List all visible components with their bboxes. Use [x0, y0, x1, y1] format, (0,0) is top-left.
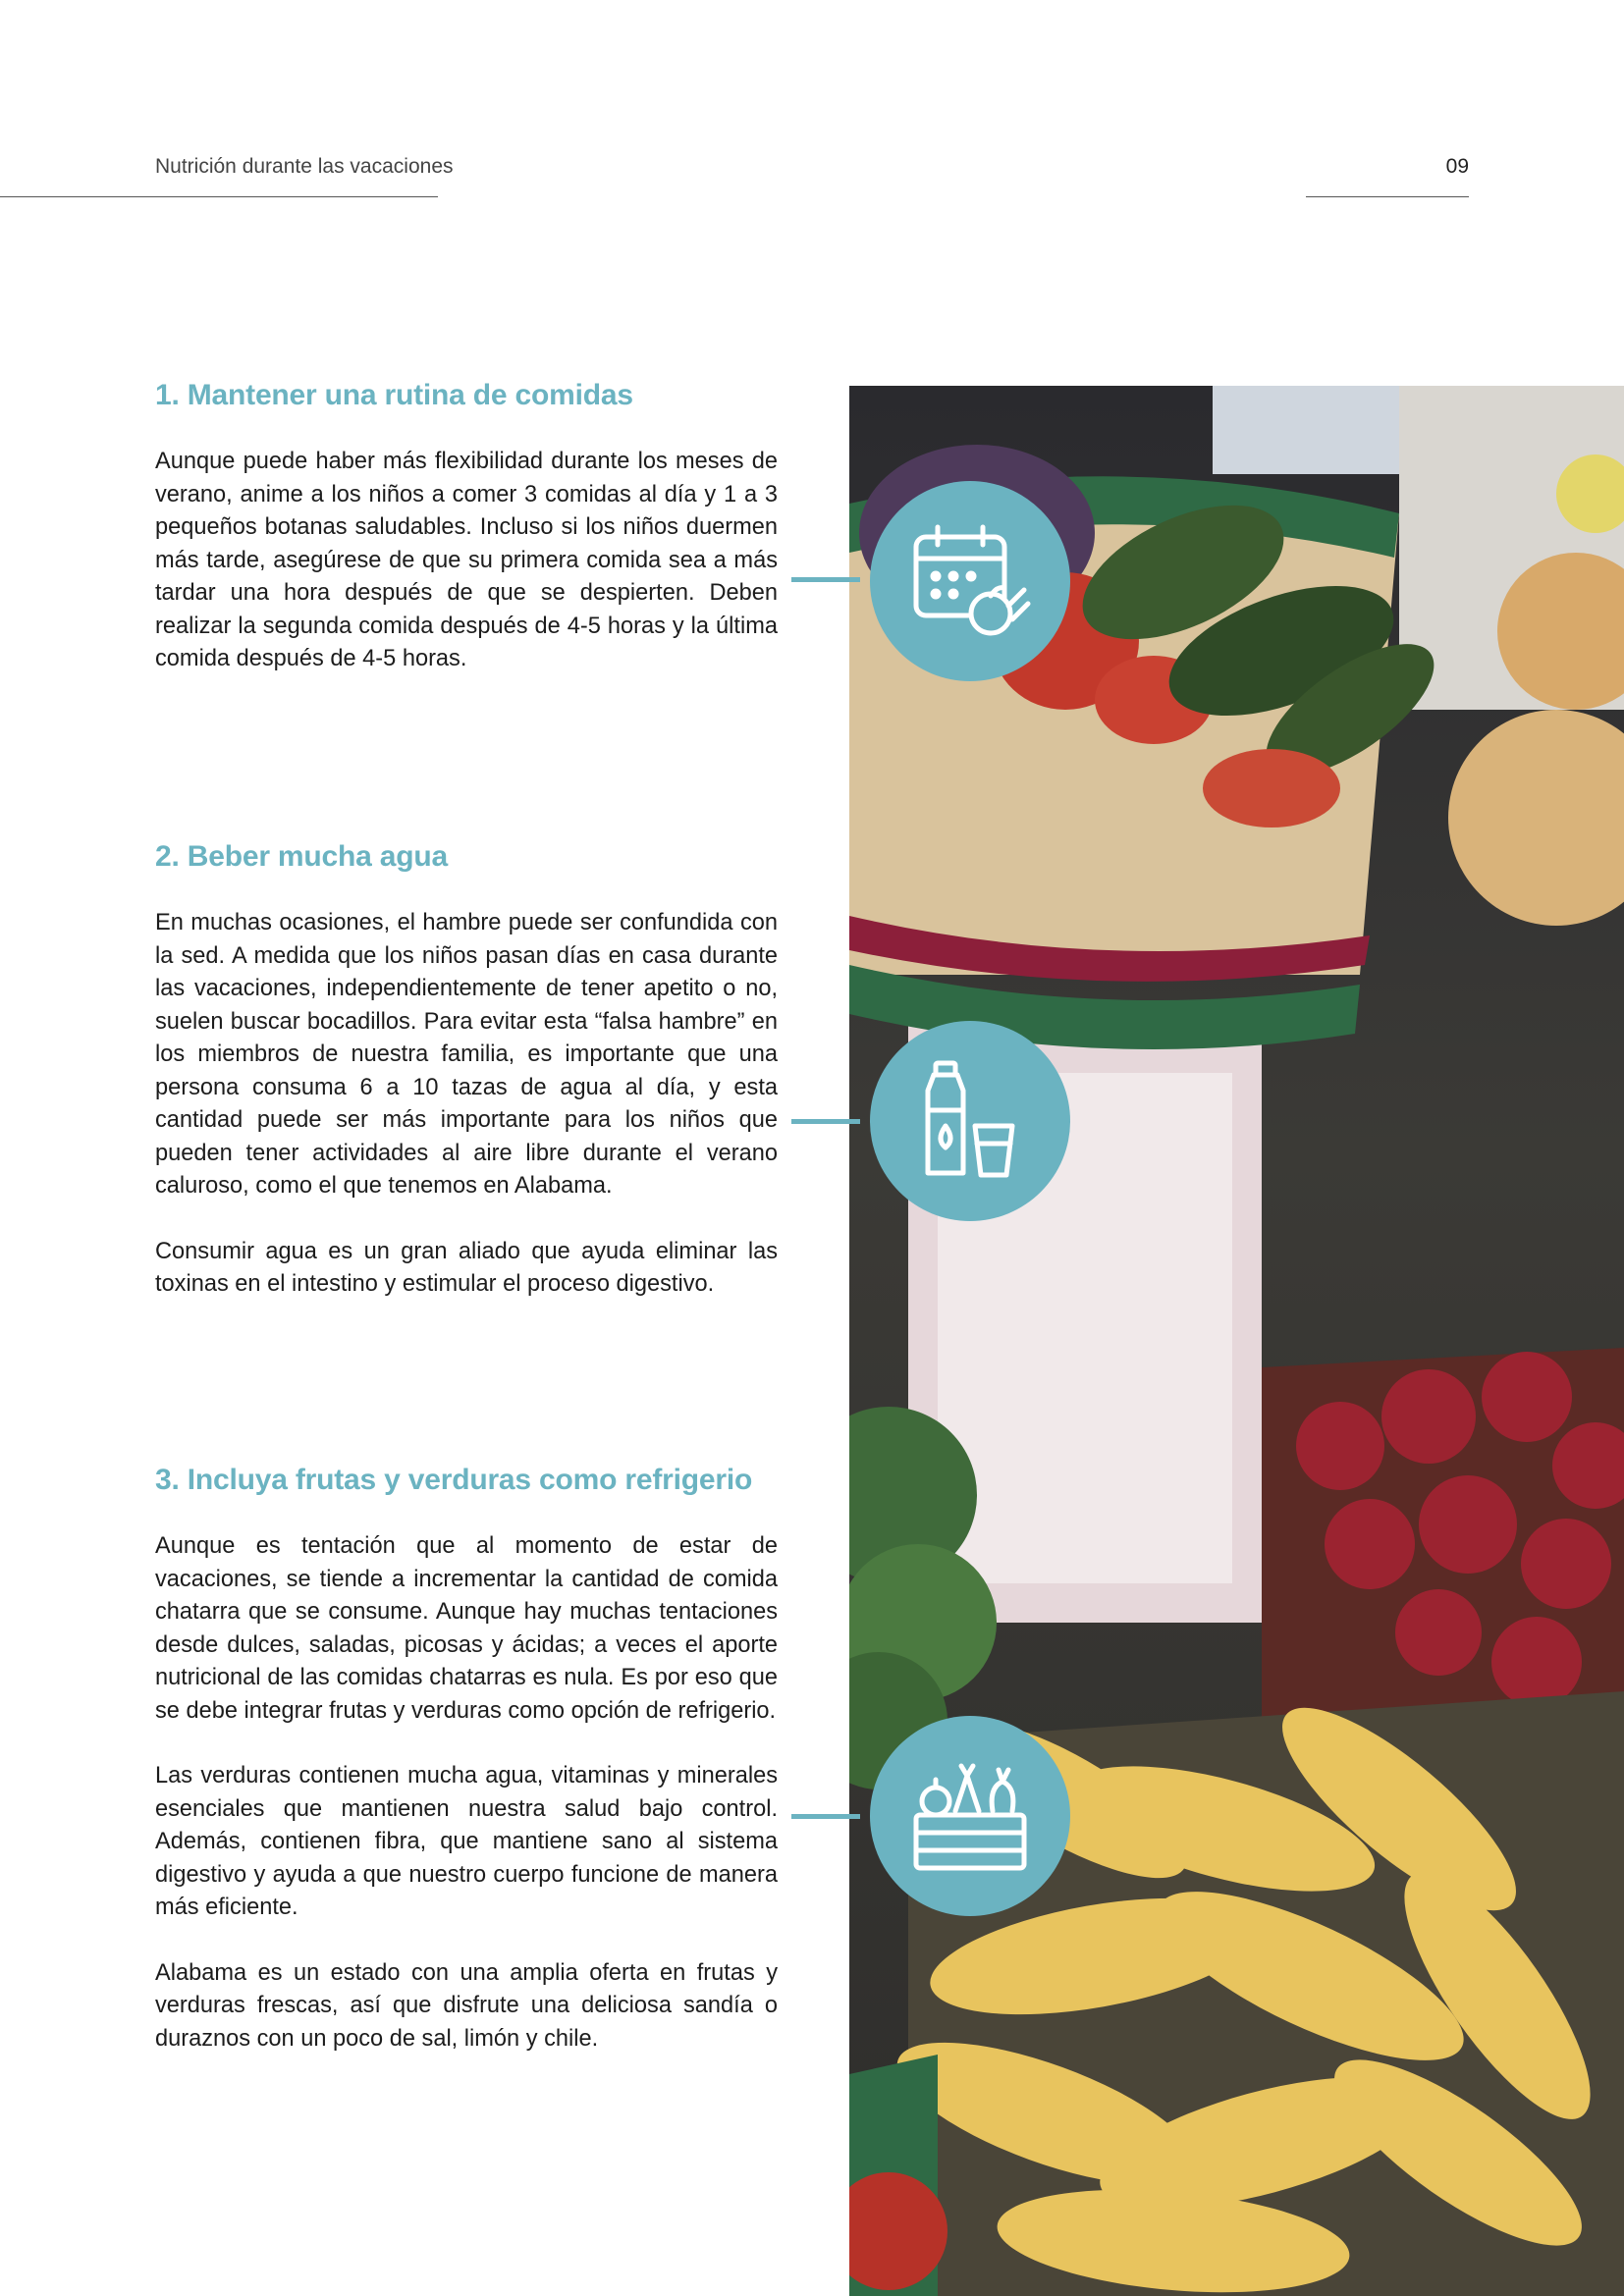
header-rule-left	[0, 196, 438, 197]
page-number: 09	[1445, 155, 1469, 178]
section-title: 3. Incluya frutas y verduras como refrigerio	[155, 1464, 753, 1496]
section-fruits-vegetables	[155, 1464, 778, 2088]
section-paragraph: Aunque es tentación que al momento de estar de vacaciones, se tiende a incrementar la cantidad de comida chatarra que se consume. Aunque hay muchas tentaciones desde dulces, saladas, picosas y ácidas; a veces el aporte nutricional de las comidas chatarras es nula. Es por eso que se debe integrar frutas y verduras como opción de refrigerio.	[155, 1533, 778, 1724]
section-paragraph: En muchas ocasiones, el hambre puede ser confundida con la sed. A medida que los niños pasan días en casa durante las vacaciones, independientemente de tener apetito o no, suelen buscar bocadillos. Para evitar esta “falsa hambre” en los miembros de nuestra familia, es importante que una persona consuma 6 a 10 tazas de agua al día, y esta cantidad puede ser más importante para los niños que pueden tener actividades al aire libre durante el verano caluroso, como el que tenemos en Alabama.	[155, 910, 778, 1199]
header-rule-right	[1306, 196, 1469, 197]
section-meal-routine	[155, 379, 778, 709]
produce-crate-icon	[870, 1716, 1070, 1916]
section-paragraph: Aunque puede haber más flexibilidad durante los meses de verano, anime a los niños a comer 3 comidas al día y 1 a 3 pequeños botanas saludables. Incluso si los niños duermen más tarde, asegúrese de que su primera comida sea a más tardar una hora después de que se despierten. Deben realizar la segunda comida después de 4-5 horas y la última comida después de 4-5 horas.	[155, 449, 778, 671]
section-title: 1. Mantener una rutina de comidas	[155, 379, 633, 411]
section-paragraph: Consumir agua es un gran aliado que ayuda eliminar las toxinas en el intestino y estimular el proceso digestivo.	[155, 1238, 778, 1297]
section-drink-water	[155, 840, 778, 1334]
section-title: 2. Beber mucha agua	[155, 840, 448, 873]
calendar-fruit-icon	[870, 481, 1070, 681]
running-title: Nutrición durante las vacaciones	[155, 155, 454, 178]
connector-line	[791, 1119, 860, 1124]
connector-line	[791, 577, 860, 582]
section-paragraph: Las verduras contienen mucha agua, vitaminas y minerales esenciales que mantienen nuestra salud bajo control. Además, contienen fibra, que mantiene sano al sistema digestivo y ayuda a que nuestro cuerpo funcione de manera más eficiente.	[155, 1763, 778, 1920]
section-paragraph: Alabama es un estado con una amplia oferta en frutas y verduras frescas, así que disfrute una deliciosa sandía o duraznos con un poco de sal, limón y chile.	[155, 1959, 778, 2052]
connector-line	[791, 1814, 860, 1819]
water-bottle-glass-icon	[870, 1021, 1070, 1221]
